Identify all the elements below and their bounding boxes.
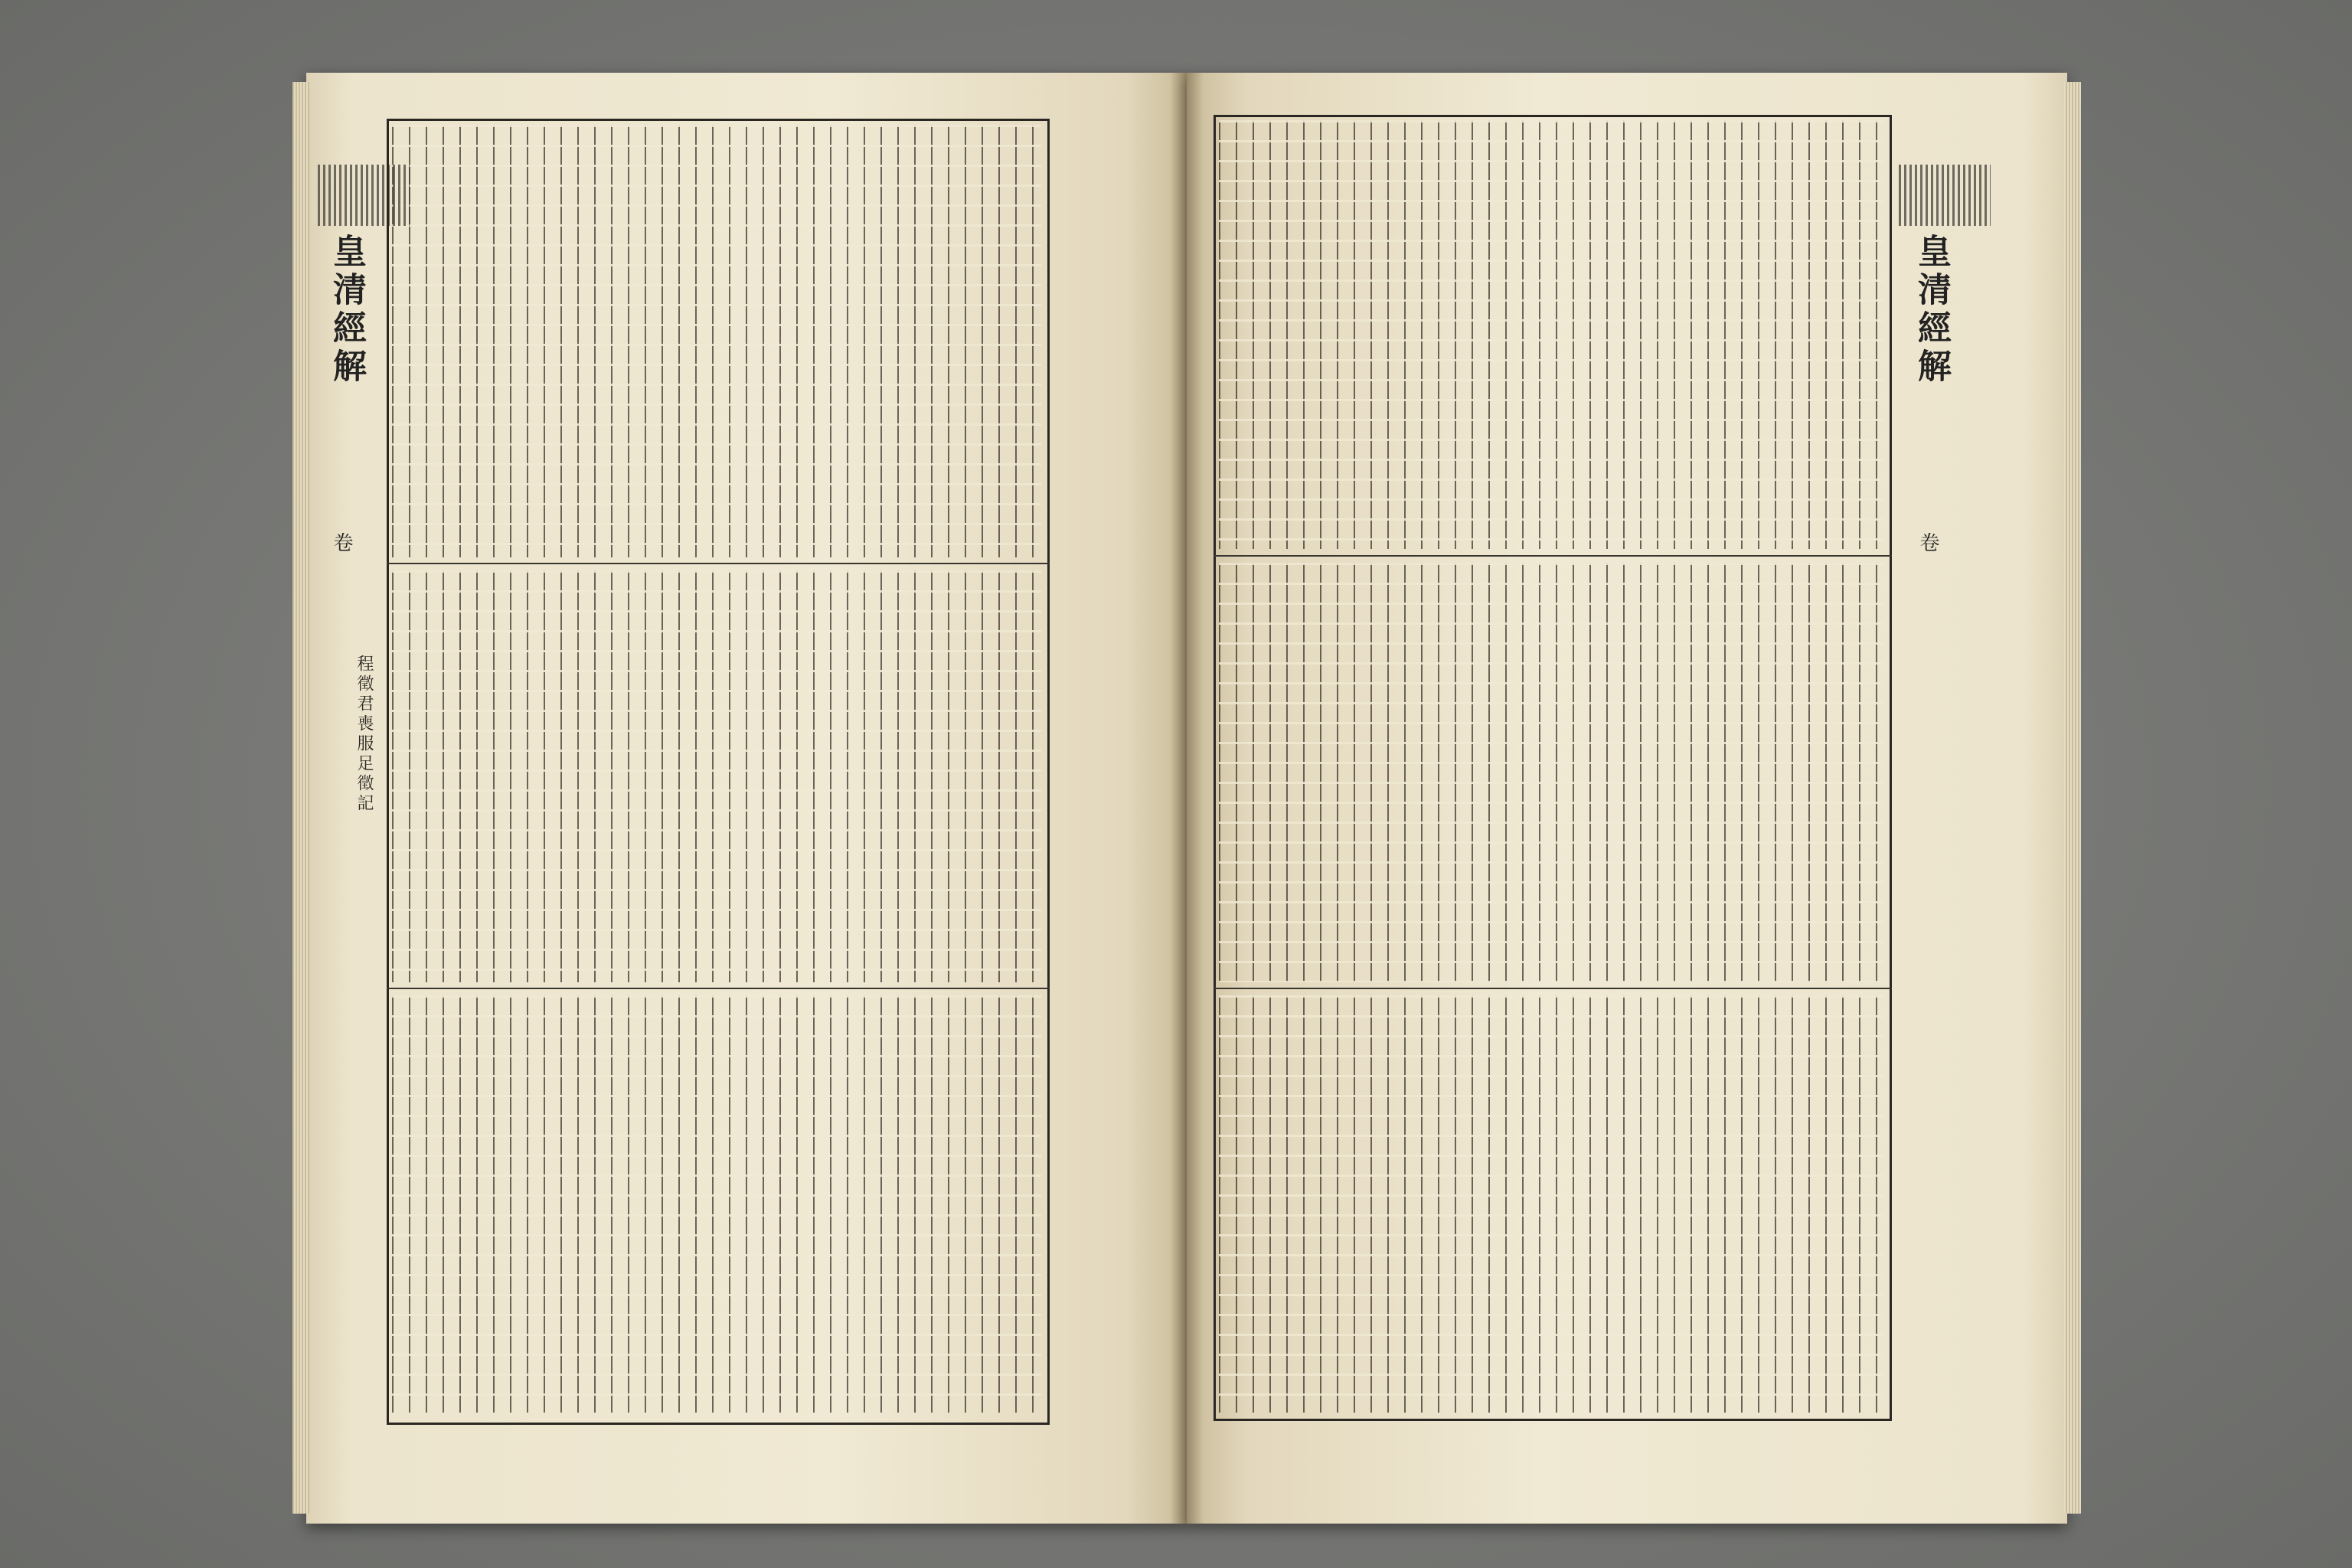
right-section-divider-1 [1214,555,1892,557]
book-gutter [1170,73,1204,1524]
left-page [306,73,1187,1524]
left-text-block-top [392,125,1041,557]
left-text-block-middle [392,570,1041,982]
left-footer-note: 程徵君喪服足徵記 [354,655,374,814]
right-title-ornament [1899,165,1991,226]
left-section-divider-1 [387,563,1050,564]
left-volume-mark: 卷 [330,532,353,552]
right-text-block-bottom [1219,995,1883,1413]
right-text-block-middle [1219,563,1883,982]
right-section-divider-2 [1214,988,1892,989]
left-page-edges [292,82,309,1514]
left-title-ornament [318,165,410,226]
left-section-divider-2 [387,988,1050,989]
left-margin-title: 皇清經解 [327,234,366,387]
left-text-block-bottom [392,995,1041,1413]
right-margin-title: 皇清經解 [1912,234,1951,387]
right-page-edges [2064,82,2081,1514]
open-book [306,73,2067,1527]
right-text-block-top [1219,120,1883,549]
right-volume-mark: 卷 [1916,532,1939,552]
